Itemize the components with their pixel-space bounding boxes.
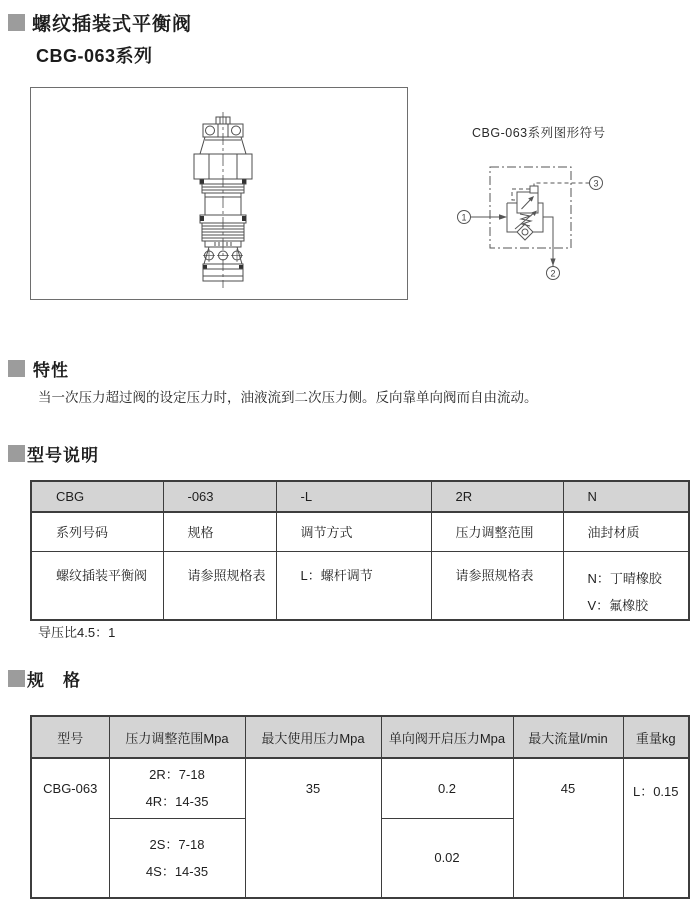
model-code-heading-text: 型号说明 — [27, 446, 99, 465]
section-bullet-icon — [8, 445, 25, 462]
model-desc-row — [31, 551, 689, 620]
spec-max-flow-cell: 45 — [513, 758, 623, 898]
spec-pressure-range-s-cell — [109, 818, 245, 898]
model-desc-cell: 请参照规格表 — [431, 551, 563, 620]
spec-max-pressure-cell: 35 — [245, 758, 381, 898]
valve-drawing-box — [30, 87, 408, 300]
model-meaning-cell: 油封材质 — [563, 512, 689, 551]
valve-outline-drawing — [31, 88, 407, 299]
spec-header-cell: 压力调整范围Mpa — [109, 716, 245, 758]
specifications-table — [30, 715, 690, 899]
model-desc-cell: 螺纹插装平衡阀 — [31, 551, 163, 620]
seal-option-n: N：丁晴橡胶 — [587, 570, 662, 586]
spec-check-opening-cell-2: 0.02 — [381, 818, 513, 898]
model-code-section-heading — [8, 441, 99, 466]
features-heading-text: 特性 — [33, 361, 69, 380]
section-bullet-icon — [8, 14, 25, 31]
features-section-heading — [8, 356, 69, 381]
spec-header-row — [31, 716, 689, 758]
hydraulic-symbol-diagram — [430, 150, 700, 290]
check-valve-icon — [517, 224, 533, 240]
model-code-cell: 2R — [431, 481, 563, 512]
pressure-range-2r: 2R：7-18 — [149, 767, 205, 783]
model-seal-options-cell — [563, 551, 689, 620]
pilot-ratio-note: 导压比4.5：1 — [38, 625, 116, 640]
model-meaning-row — [31, 512, 689, 551]
model-code-cell: N — [563, 481, 689, 512]
spec-header-cell: 最大使用压力Mpa — [245, 716, 381, 758]
spec-model-cell: CBG-063 — [31, 758, 109, 898]
spec-row-1 — [31, 758, 689, 818]
model-code-row — [31, 481, 689, 512]
pilot-box — [530, 186, 538, 193]
specs-section-heading — [8, 666, 81, 691]
model-meaning-cell: 调节方式 — [276, 512, 431, 551]
doc-series-subtitle: CBG-063系列 — [36, 46, 153, 66]
seal-option-v: V：氟橡胶 — [587, 597, 649, 613]
spec-header-cell: 型号 — [31, 716, 109, 758]
model-code-cell: -063 — [163, 481, 276, 512]
spec-check-opening-cell: 0.2 — [381, 758, 513, 818]
pressure-range-4r: 4R：14-35 — [145, 794, 209, 810]
model-code-cell: -L — [276, 481, 431, 512]
spec-header-cell: 最大流量l/min — [513, 716, 623, 758]
specs-heading-text: 规 格 — [27, 671, 81, 690]
section-bullet-icon — [8, 360, 25, 377]
model-meaning-cell: 规格 — [163, 512, 276, 551]
model-meaning-cell: 系列号码 — [31, 512, 163, 551]
model-code-cell: CBG — [31, 481, 163, 512]
symbol-title: CBG-063系列图形符号 — [472, 126, 606, 140]
features-body-text: 当一次压力超过阀的设定压力时，油液流到二次压力侧。反向靠单向阀而自由流动。 — [38, 390, 538, 405]
port-3-label: 3 — [593, 178, 599, 189]
spec-pressure-range-r-cell — [109, 758, 245, 818]
spec-header-cell: 重量kg — [623, 716, 689, 758]
model-desc-cell: 请参照规格表 — [163, 551, 276, 620]
section-bullet-icon — [8, 670, 25, 687]
model-desc-cell: L：螺杆调节 — [276, 551, 431, 620]
doc-title: 螺纹插装式平衡阀 — [32, 14, 193, 35]
port-1-label: 1 — [461, 212, 467, 223]
model-meaning-cell: 压力调整范围 — [431, 512, 563, 551]
model-code-table — [30, 480, 690, 621]
page-title-block — [8, 9, 192, 68]
pressure-range-2s: 2S：7-18 — [149, 836, 205, 852]
spec-header-cell: 单向阀开启压力Mpa — [381, 716, 513, 758]
port-2-label: 2 — [550, 268, 556, 279]
spec-weight-cell: L：0.15 — [623, 758, 689, 898]
pressure-range-4s: 4S：14-35 — [145, 863, 209, 879]
